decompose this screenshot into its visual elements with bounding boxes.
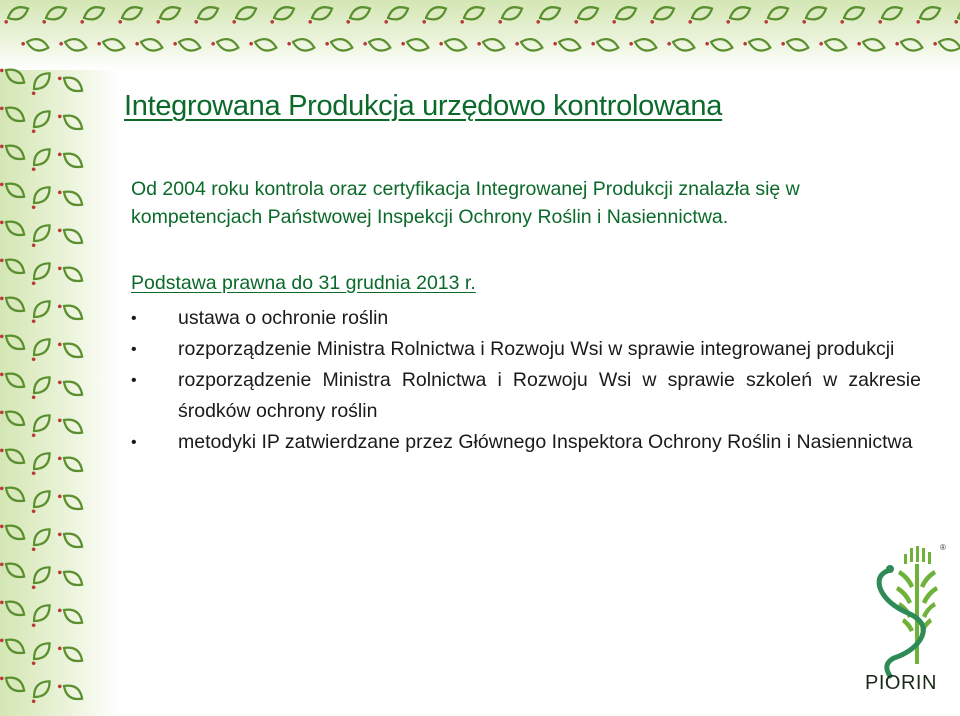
legal-basis-list [131,303,921,458]
slide-title: Integrowana Produkcja urzędowo kontrolowana [124,90,723,122]
list-item-text: metodyki IP zatwierdzane przez Głównego Inspektora Ochrony Roślin i Nasiennictwa [178,431,913,453]
list-item [131,427,921,458]
list-item-text: rozporządzenie Ministra Rolnictwa i Rozwoju Wsi w sprawie szkoleń w zakresie środków ochrony roślin [178,369,921,422]
list-item [131,303,921,334]
wheat-snake-logo-icon [879,543,946,676]
bullet-icon: • [131,434,137,451]
legal-basis-heading: Podstawa prawna do 31 grudnia 2013 r. [131,272,476,294]
list-item-text: rozporządzenie Ministra Rolnictwa i Rozwoju Wsi w sprawie integrowanej produkcji [178,338,895,360]
logo-text: PIORIN [865,672,937,694]
bullet-icon: • [131,341,137,358]
intro-paragraph: Od 2004 roku kontrola oraz certyfikacja Integrowanej Produkcji znalazła się w kompetencjach Państwowej Inspekcji Ochrony Roślin i Nasiennictwa. [131,178,800,228]
list-item [131,334,921,365]
bullet-icon: • [131,372,137,389]
list-item-text: ustawa o ochronie roślin [178,307,389,329]
registered-mark: ® [940,543,946,552]
bullet-icon: • [131,310,137,327]
list-item [131,365,921,427]
